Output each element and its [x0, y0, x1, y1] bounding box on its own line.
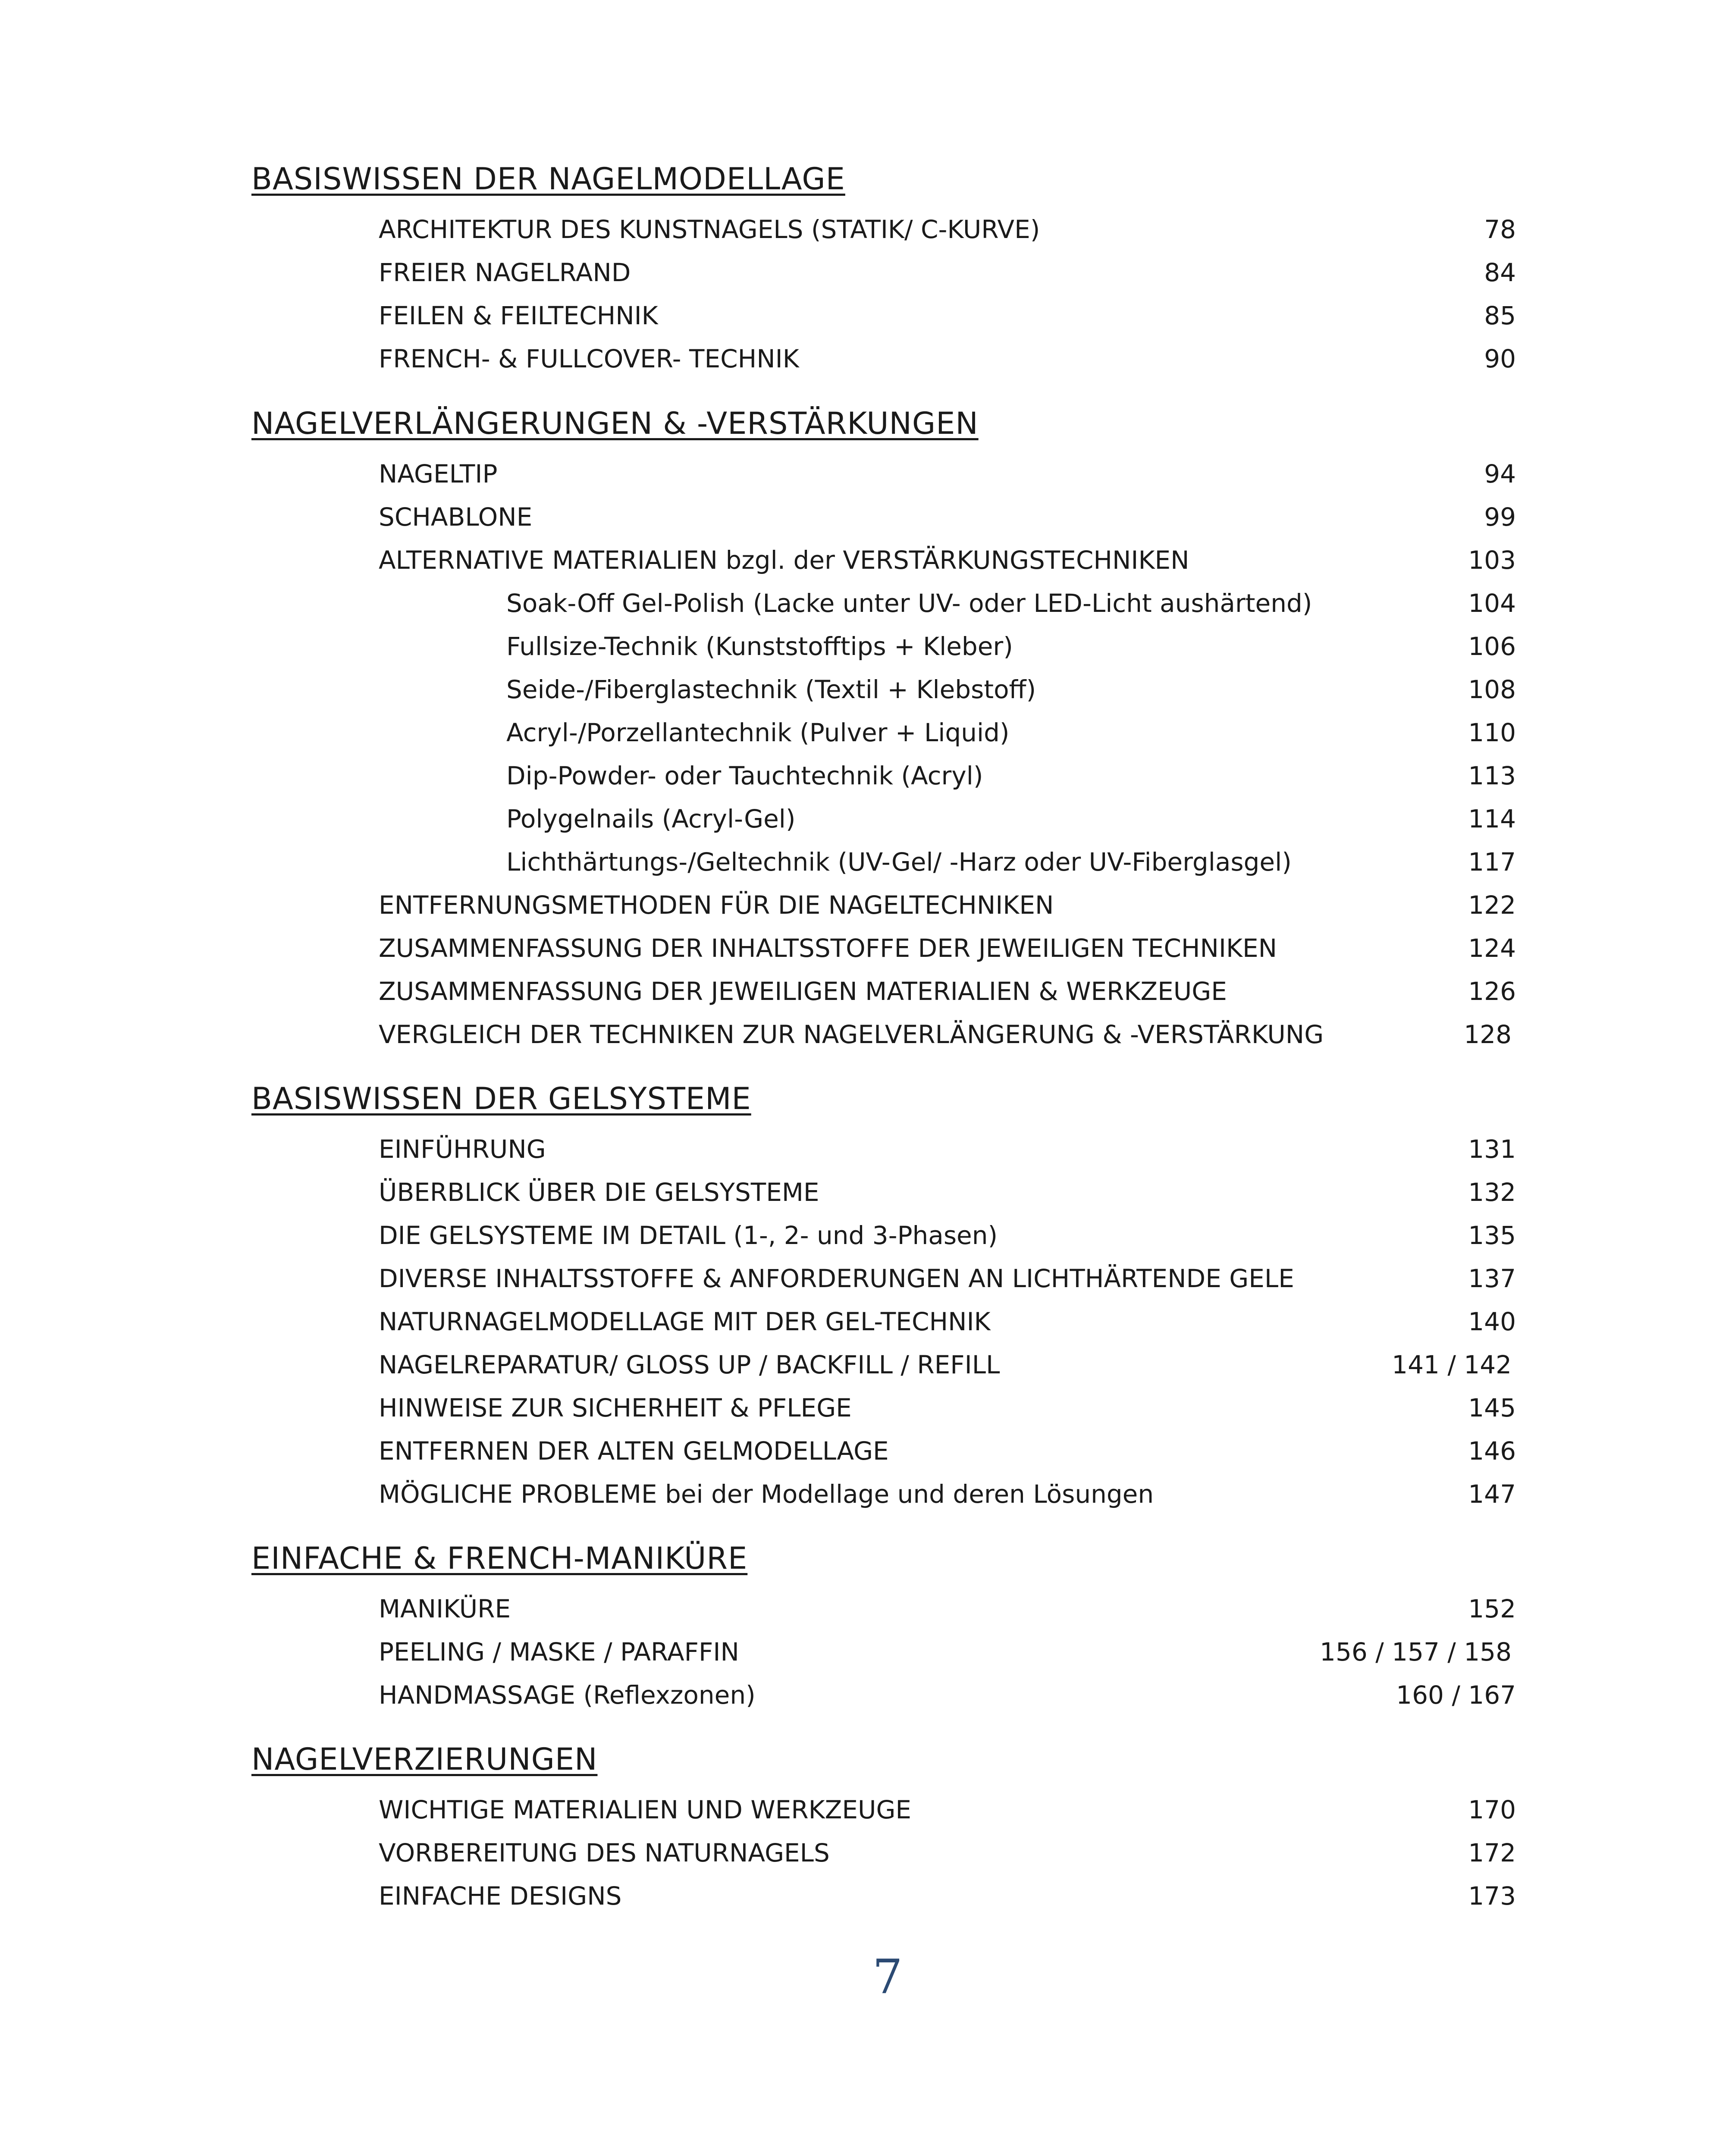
- toc-entry-label: HANDMASSAGE (Reflexzonen): [379, 1680, 756, 1710]
- toc-entry[interactable]: [379, 1877, 1516, 1915]
- toc-subentry[interactable]: [506, 670, 1516, 709]
- toc-entry[interactable]: [379, 972, 1516, 1011]
- toc-entry-label: Acryl-/Porzellantechnik (Pulver + Liquid): [506, 718, 1010, 747]
- toc-entry-label: Polygelnails (Acryl-Gel): [506, 804, 796, 834]
- toc-entry[interactable]: [379, 210, 1516, 249]
- toc-entry[interactable]: [379, 1633, 1512, 1671]
- toc-entry-label: NAGELREPARATUR/ GLOSS UP / BACKFILL / REFILL: [379, 1350, 1000, 1379]
- toc-entry-label: ENTFERNUNGSMETHODEN FÜR DIE NAGELTECHNIKEN: [379, 890, 1054, 920]
- toc-entry-page: 126: [1468, 977, 1516, 1006]
- toc-subentry[interactable]: [506, 799, 1516, 838]
- toc-entry[interactable]: [379, 1259, 1516, 1298]
- toc-entry-page: 160 / 167: [1396, 1680, 1516, 1710]
- toc-entry-page: 132: [1468, 1178, 1516, 1207]
- toc-entry-page: 124: [1468, 934, 1516, 963]
- toc-entry[interactable]: [379, 1790, 1516, 1829]
- toc-entry-label: NATURNAGELMODELLAGE MIT DER GEL-TECHNIK: [379, 1307, 991, 1336]
- toc-entry-page: 110: [1468, 718, 1516, 747]
- toc-entry[interactable]: [379, 253, 1516, 292]
- toc-entry-label: ENTFERNEN DER ALTEN GELMODELLAGE: [379, 1436, 889, 1466]
- toc-subentry[interactable]: [506, 713, 1516, 752]
- section-title-basiswissen-gelsysteme: BASISWISSEN DER GELSYSTEME: [251, 1081, 751, 1116]
- toc-entry[interactable]: [379, 339, 1516, 378]
- toc-entry-label: VERGLEICH DER TECHNIKEN ZUR NAGELVERLÄNGERUNG & -VERSTÄRKUNG: [379, 1020, 1324, 1049]
- toc-subentry[interactable]: [506, 627, 1516, 666]
- toc-entry-page: 113: [1468, 761, 1516, 790]
- page-number: 7: [872, 1949, 903, 2004]
- toc-entry[interactable]: [379, 1345, 1512, 1384]
- section-title-nagelverzierungen: NAGELVERZIERUNGEN: [251, 1742, 598, 1777]
- toc-entry-label: ÜBERBLICK ÜBER DIE GELSYSTEME: [379, 1178, 819, 1207]
- toc-entry-label: SCHABLONE: [379, 502, 533, 532]
- toc-entry[interactable]: [379, 1015, 1512, 1054]
- toc-entry-page: 152: [1468, 1594, 1516, 1623]
- toc-entry-label: FEILEN & FEILTECHNIK: [379, 301, 658, 330]
- toc-subentry[interactable]: [506, 843, 1516, 881]
- toc-entry-label: MÖGLICHE PROBLEME bei der Modellage und deren Lösungen: [379, 1479, 1154, 1509]
- toc-entry-page: 114: [1468, 804, 1516, 834]
- toc-entry-label: NAGELTIP: [379, 459, 498, 489]
- toc-entry[interactable]: [379, 454, 1516, 493]
- toc-entry[interactable]: [379, 296, 1516, 335]
- toc-entry-label: Fullsize-Technik (Kunststofftips + Kleber): [506, 632, 1013, 661]
- toc-entry-page: 108: [1468, 675, 1516, 704]
- toc-entry-label: ZUSAMMENFASSUNG DER JEWEILIGEN MATERIALIEN & WERKZEUGE: [379, 977, 1227, 1006]
- toc-entry-label: HINWEISE ZUR SICHERHEIT & PFLEGE: [379, 1393, 852, 1423]
- toc-entry-label: WICHTIGE MATERIALIEN UND WERKZEUGE: [379, 1795, 912, 1824]
- toc-entry-page: 90: [1484, 344, 1516, 373]
- toc-entry-page: 140: [1468, 1307, 1516, 1336]
- toc-entry-page: 156 / 157 / 158: [1320, 1637, 1512, 1667]
- toc-entry-label: FRENCH- & FULLCOVER- TECHNIK: [379, 344, 799, 373]
- toc-entry-label: EINFACHE DESIGNS: [379, 1881, 622, 1911]
- toc-entry-label: ALTERNATIVE MATERIALIEN bzgl. der VERSTÄRKUNGSTECHNIKEN: [379, 545, 1189, 575]
- toc-entry[interactable]: [379, 1432, 1516, 1470]
- toc-entry-page: 146: [1468, 1436, 1516, 1466]
- toc-entry-page: 122: [1468, 890, 1516, 920]
- toc-entry-page: 99: [1484, 502, 1516, 532]
- toc-entry-label: FREIER NAGELRAND: [379, 258, 631, 287]
- toc-entry-label: Lichthärtungs-/Geltechnik (UV-Gel/ -Harz oder UV-Fiberglasgel): [506, 847, 1292, 877]
- toc-entry-page: 173: [1468, 1881, 1516, 1911]
- toc-entry[interactable]: [379, 1130, 1516, 1169]
- toc-entry[interactable]: [379, 1302, 1516, 1341]
- toc-entry-page: 135: [1468, 1221, 1516, 1250]
- toc-entry-page: 78: [1484, 215, 1516, 244]
- section-title-nagelverlaengerungen: NAGELVERLÄNGERUNGEN & -VERSTÄRKUNGEN: [251, 406, 979, 441]
- toc-entry-label: PEELING / MASKE / PARAFFIN: [379, 1637, 739, 1667]
- toc-entry-page: 172: [1468, 1838, 1516, 1868]
- toc-entry[interactable]: [379, 886, 1516, 924]
- toc-entry[interactable]: [379, 1216, 1516, 1255]
- toc-entry-page: 85: [1484, 301, 1516, 330]
- toc-entry[interactable]: [379, 541, 1516, 580]
- toc-entry-page: 117: [1468, 847, 1516, 877]
- toc-entry[interactable]: [379, 1833, 1516, 1872]
- toc-entry-page: 128: [1464, 1020, 1512, 1049]
- toc-entry-page: 103: [1468, 545, 1516, 575]
- toc-entry[interactable]: [379, 929, 1516, 968]
- toc-entry[interactable]: [379, 1589, 1516, 1628]
- toc-entry-page: 84: [1484, 258, 1516, 287]
- toc-entry-page: 170: [1468, 1795, 1516, 1824]
- toc-entry-page: 94: [1484, 459, 1516, 489]
- toc-entry-label: VORBEREITUNG DES NATURNAGELS: [379, 1838, 830, 1868]
- toc-subentry[interactable]: [506, 756, 1516, 795]
- toc-entry-page: 131: [1468, 1134, 1516, 1164]
- toc-entry-label: ARCHITEKTUR DES KUNSTNAGELS (STATIK/ C-KURVE): [379, 215, 1040, 244]
- toc-entry-page: 145: [1468, 1393, 1516, 1423]
- toc-entry-page: 106: [1468, 632, 1516, 661]
- toc-entry-label: DIE GELSYSTEME IM DETAIL (1-, 2- und 3-Phasen): [379, 1221, 998, 1250]
- toc-entry-label: ZUSAMMENFASSUNG DER INHALTSSTOFFE DER JEWEILIGEN TECHNIKEN: [379, 934, 1277, 963]
- section-title-einfache-french-manikuere: EINFACHE & FRENCH-MANIKÜRE: [251, 1541, 748, 1576]
- toc-entry[interactable]: [379, 1388, 1516, 1427]
- toc-entry-page: 141 / 142: [1392, 1350, 1512, 1379]
- toc-entry[interactable]: [379, 1173, 1516, 1212]
- toc-entry[interactable]: [379, 498, 1516, 536]
- toc-entry-page: 147: [1468, 1479, 1516, 1509]
- toc-entry-label: MANIKÜRE: [379, 1594, 511, 1623]
- toc-subentry[interactable]: [506, 584, 1516, 623]
- section-title-basiswissen-nagelmodellage: BASISWISSEN DER NAGELMODELLAGE: [251, 161, 845, 197]
- toc-entry-label: Dip-Powder- oder Tauchtechnik (Acryl): [506, 761, 983, 790]
- toc-entry-label: EINFÜHRUNG: [379, 1134, 546, 1164]
- toc-entry[interactable]: [379, 1475, 1516, 1514]
- toc-entry-label: Soak-Off Gel-Polish (Lacke unter UV- oder LED-Licht aushärtend): [506, 589, 1312, 618]
- toc-entry-label: DIVERSE INHALTSSTOFFE & ANFORDERUNGEN AN LICHTHÄRTENDE GELE: [379, 1264, 1294, 1293]
- toc-entry-label: Seide-/Fiberglastechnik (Textil + Klebstoff): [506, 675, 1036, 704]
- toc-entry-page: 137: [1468, 1264, 1516, 1293]
- toc-entry-page: 104: [1468, 589, 1516, 618]
- toc-entry[interactable]: [379, 1676, 1516, 1714]
